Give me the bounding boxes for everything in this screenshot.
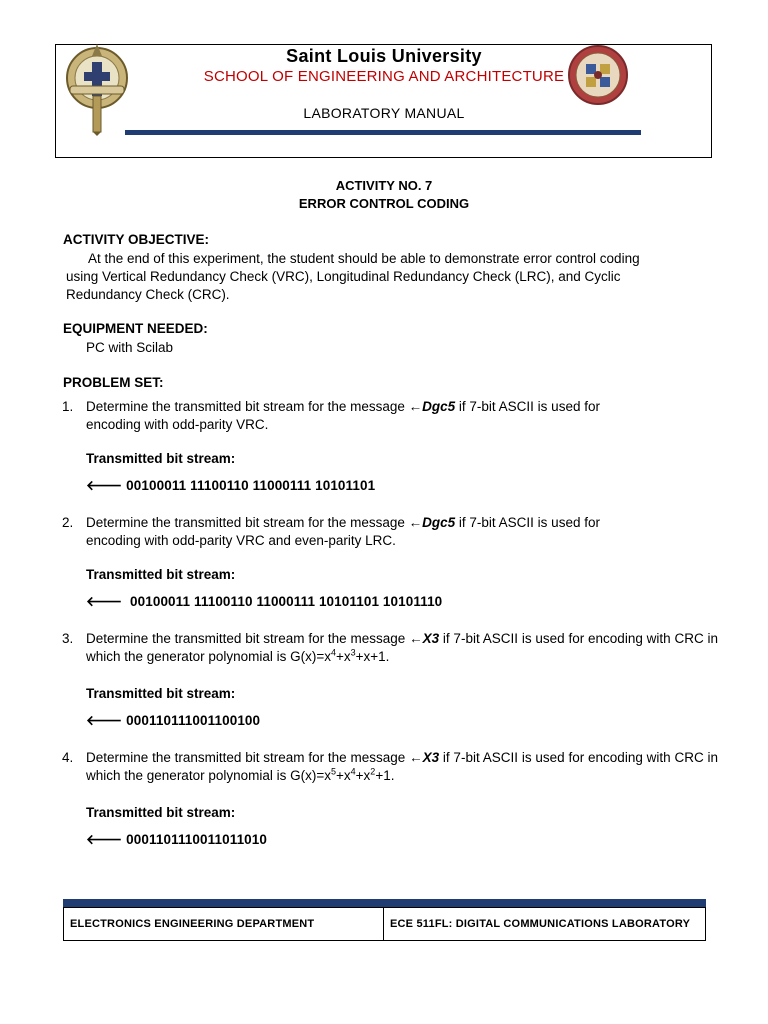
message-text: Dgc5 [422,399,456,414]
problem-number: 4. [62,750,74,765]
problem-number: 1. [62,399,74,414]
problem-text: Determine the transmitted bit stream for the message ←Dgc5 if 7-bit ASCII is used for encoding with odd-parity VRC. [86,399,600,432]
university-name: Saint Louis University [286,46,482,66]
bit-stream: 00100011 11100110 11000111 10101101 [126,478,376,493]
equipment-heading: EQUIPMENT NEEDED: [63,321,208,336]
footer-department: ELECTRONICS ENGINEERING DEPARTMENT [64,908,384,940]
equipment-item: PC with Scilab [86,340,174,355]
problem-text: Determine the transmitted bit stream for the message ←X3 if 7-bit ASCII is used for encoding with CRC in which the generator polynomial is $G(x)=x^5+x^4+x^2+1$. [86,750,719,783]
problem-set-heading: PROBLEM SET: [63,375,164,390]
header-divider [125,130,641,135]
transmitted-label-4: Transmitted bit stream: [86,805,236,820]
objective-line-3: Redundancy Check (CRC). [66,287,230,302]
arrow-left-icon: ← [408,399,423,414]
arrow-left-icon: 🡐 [86,594,123,609]
objective-heading: ACTIVITY OBJECTIVE: [63,232,210,247]
activity-title: ERROR CONTROL CODING [298,196,470,211]
transmitted-label-3: Transmitted bit stream: [86,686,236,701]
objective-text [66,250,716,304]
transmitted-label-2: Transmitted bit stream: [86,567,236,582]
footer-table [63,907,706,941]
answer-2 [86,594,442,610]
problem-1 [62,398,718,438]
problem-3 [62,630,718,670]
bit-stream: 00100011 11100110 11000111 10101101 10101110 [130,594,443,609]
arrow-left-icon: 🡐 [86,832,123,847]
problem-text: Determine the transmitted bit stream for the message ←Dgc5 if 7-bit ASCII is used for encoding with odd-parity VRC and even-parity LRC. [86,515,600,548]
objective-line-1: At the end of this experiment, the student should be able to demonstrate error control coding [88,251,640,266]
bit-stream: 0001101110011011010 [126,832,268,847]
message-text: Dgc5 [422,515,456,530]
message-text: X3 [422,631,440,646]
problem-text: Determine the transmitted bit stream for the message ←X3 if 7-bit ASCII is used for encoding with CRC in which the generator polynomial is $G(x)=x^4+x^3+x+1$. [86,631,719,664]
arrow-left-icon: 🡐 [86,713,123,728]
arrow-left-icon: 🡐 [86,478,123,493]
answer-4 [86,832,267,848]
arrow-left-icon: ← [408,515,423,530]
problem-number: 2. [62,515,74,530]
problem-number: 3. [62,631,74,646]
message-text: X3 [422,750,440,765]
arrow-left-icon: ← [409,750,423,765]
problem-4 [62,749,718,789]
bit-stream: 000110111001100100 [126,713,261,728]
objective-line-2: using Vertical Redundancy Check (VRC), Longitudinal Redundancy Check (LRC), and Cyclic [66,269,621,284]
manual-title: LABORATORY MANUAL [303,105,465,121]
school-name: SCHOOL OF ENGINEERING AND ARCHITECTURE [203,68,565,85]
arrow-left-icon: ← [409,631,423,646]
answer-3 [86,713,260,729]
answer-1 [86,478,375,494]
footer-divider [63,899,706,907]
activity-number: ACTIVITY NO. 7 [335,178,433,193]
transmitted-label-1: Transmitted bit stream: [86,451,236,466]
footer-course: ECE 511FL: DIGITAL COMMUNICATIONS LABORATORY [390,918,691,930]
problem-2 [62,514,718,554]
